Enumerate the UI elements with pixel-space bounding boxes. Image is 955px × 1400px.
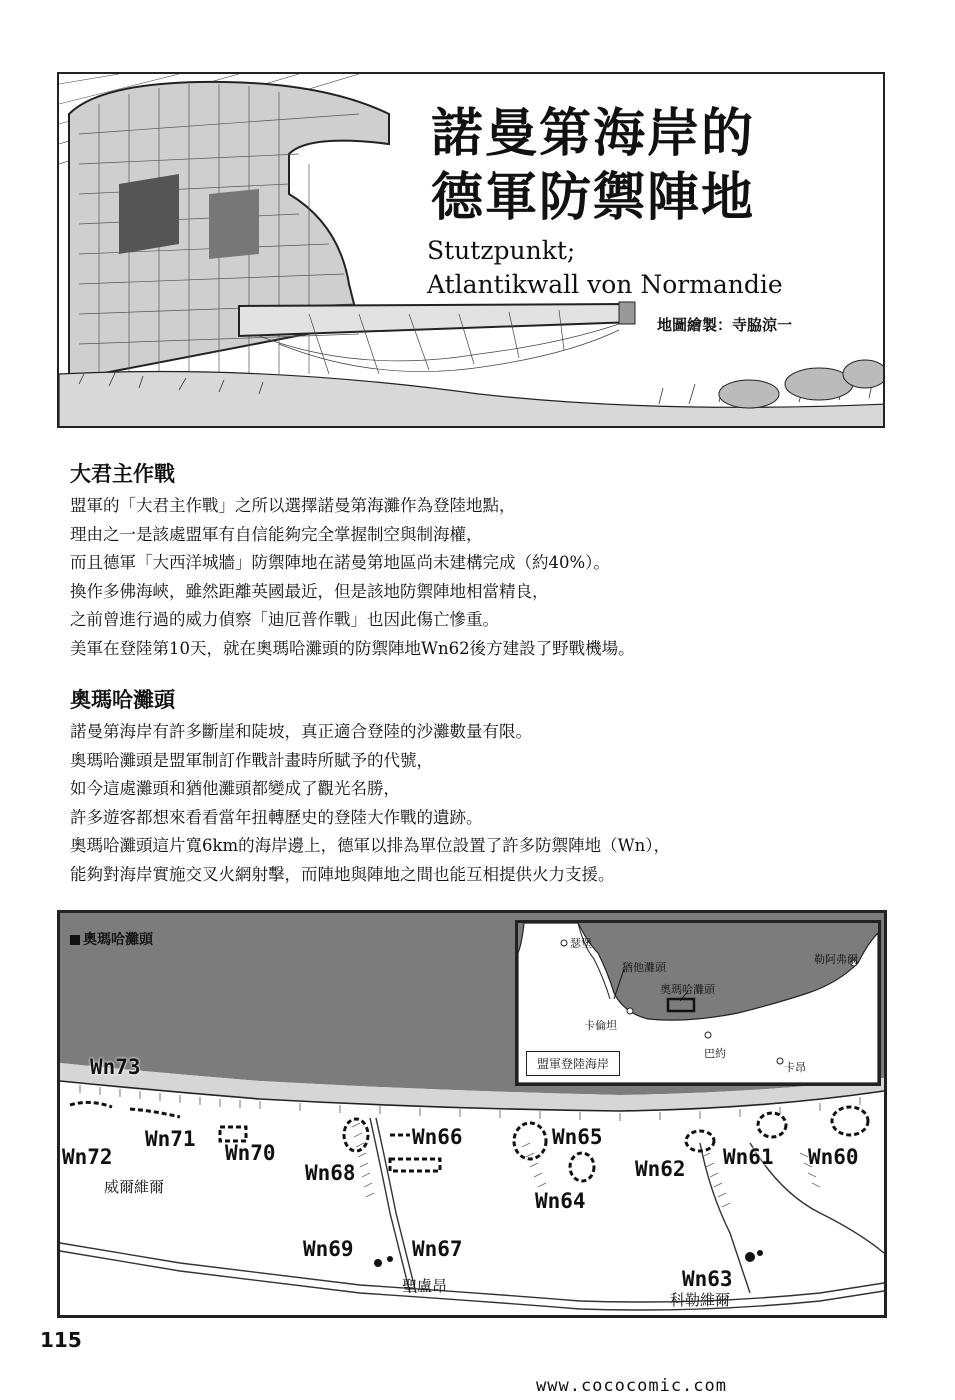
strongpoint-label: Wn61 [723, 1145, 774, 1169]
strongpoint-label: Wn63 [682, 1267, 733, 1291]
title-line-2: 德軍防禦陣地 [431, 167, 756, 228]
map-title-text: 奧瑪哈灘頭 [83, 932, 153, 948]
town-label: 威爾維爾 [104, 1178, 165, 1196]
map-title [70, 929, 153, 949]
title-line-1: 諾曼第海岸的 [431, 103, 756, 164]
text-line: 奧瑪哈灘頭是盟軍制訂作戰計畫時所賦予的代號， [70, 750, 433, 770]
header-subtitle [427, 234, 783, 302]
strongpoint-label: Wn68 [305, 1161, 356, 1185]
page-number: 115 [40, 1328, 82, 1352]
inset-caption: 盟軍登陸海岸 [526, 1051, 620, 1076]
text-line: 換作多佛海峽，雖然距離英國最近，但是該地防禦陣地相當精良， [70, 581, 549, 601]
text-line: 如今這處灘頭和猶他灘頭都變成了觀光名勝， [70, 779, 400, 798]
strongpoint-label: Wn70 [225, 1141, 276, 1165]
omaha-beach-map [57, 910, 887, 1318]
text-line: 美軍在登陸第10天，就在奧瑪哈灘頭的防禦陣地Wn62後方建設了野戰機場。 [70, 638, 635, 658]
header-illustration-box [57, 72, 885, 428]
text-line: 能夠對海岸實施交叉火網射擊，而陣地與陣地之間也能互相提供火力支援。 [70, 864, 615, 884]
strongpoint-label: Wn73 [90, 1055, 141, 1079]
inset-place-label: 奧瑪哈灘頭 [660, 983, 715, 996]
text-line: 許多遊客都想來看看當年扭轉歷史的登陸大作戰的遺跡。 [70, 807, 483, 827]
strongpoint-label: Wn72 [62, 1145, 113, 1169]
section-body-overlord [70, 492, 890, 663]
subtitle-line-1: Stutzpunkt; [427, 236, 576, 265]
text-line: 諾曼第海岸有許多斷崖和陡坡，真正適合登陸的沙灘數量有限。 [70, 722, 532, 741]
map-credit: 地圖繪製：寺脇涼一 [657, 316, 793, 334]
text-line: 奧瑪哈灘頭這片寬6km的海岸邊上，德軍以排為單位設置了許多防禦陣地（Wn）， [70, 836, 670, 855]
inset-place-label: 卡倫坦 [584, 1019, 617, 1032]
inset-map [515, 920, 881, 1086]
strongpoint-label: Wn71 [145, 1127, 196, 1151]
strongpoint-label: Wn66 [412, 1125, 463, 1149]
text-line: 而且德軍「大西洋城牆」防禦陣地在諾曼第地區尚未建構完成（約40%）。 [70, 553, 610, 572]
inset-place-label: 猶他灘頭 [622, 961, 666, 974]
inset-place-label: 卡昂 [784, 1061, 806, 1074]
town-label: 科勒維爾 [670, 1291, 731, 1309]
inset-place-label: 勒阿弗爾 [814, 953, 858, 966]
inset-place-label: 瑟堡 [570, 937, 592, 950]
section-heading-overlord: 大君主作戰 [70, 462, 175, 486]
watermark: www.cococomic.com [536, 1376, 727, 1396]
section-body-omaha [70, 718, 890, 889]
header-title [431, 102, 755, 230]
section-heading-omaha: 奧瑪哈灘頭 [70, 688, 175, 712]
square-bullet-icon [70, 935, 80, 945]
inset-place-label: 巴約 [704, 1047, 726, 1060]
text-line: 之前曾進行過的威力偵察「迪厄普作戰」也因此傷亡慘重。 [70, 610, 499, 629]
strongpoint-label: Wn62 [635, 1157, 686, 1181]
strongpoint-label: Wn67 [412, 1237, 463, 1261]
strongpoint-label: Wn69 [303, 1237, 354, 1261]
text-line: 盟軍的「大君主作戰」之所以選擇諾曼第海灘作為登陸地點， [70, 496, 516, 515]
strongpoint-label: Wn60 [808, 1145, 859, 1169]
strongpoint-label: Wn64 [535, 1189, 586, 1213]
town-label: 聖盧昂 [402, 1277, 448, 1295]
text-line: 理由之一是該處盟軍有自信能夠完全掌握制空與制海權， [70, 524, 483, 544]
strongpoint-label: Wn65 [552, 1125, 603, 1149]
subtitle-line-2: Atlantikwall von Normandie [427, 270, 783, 299]
